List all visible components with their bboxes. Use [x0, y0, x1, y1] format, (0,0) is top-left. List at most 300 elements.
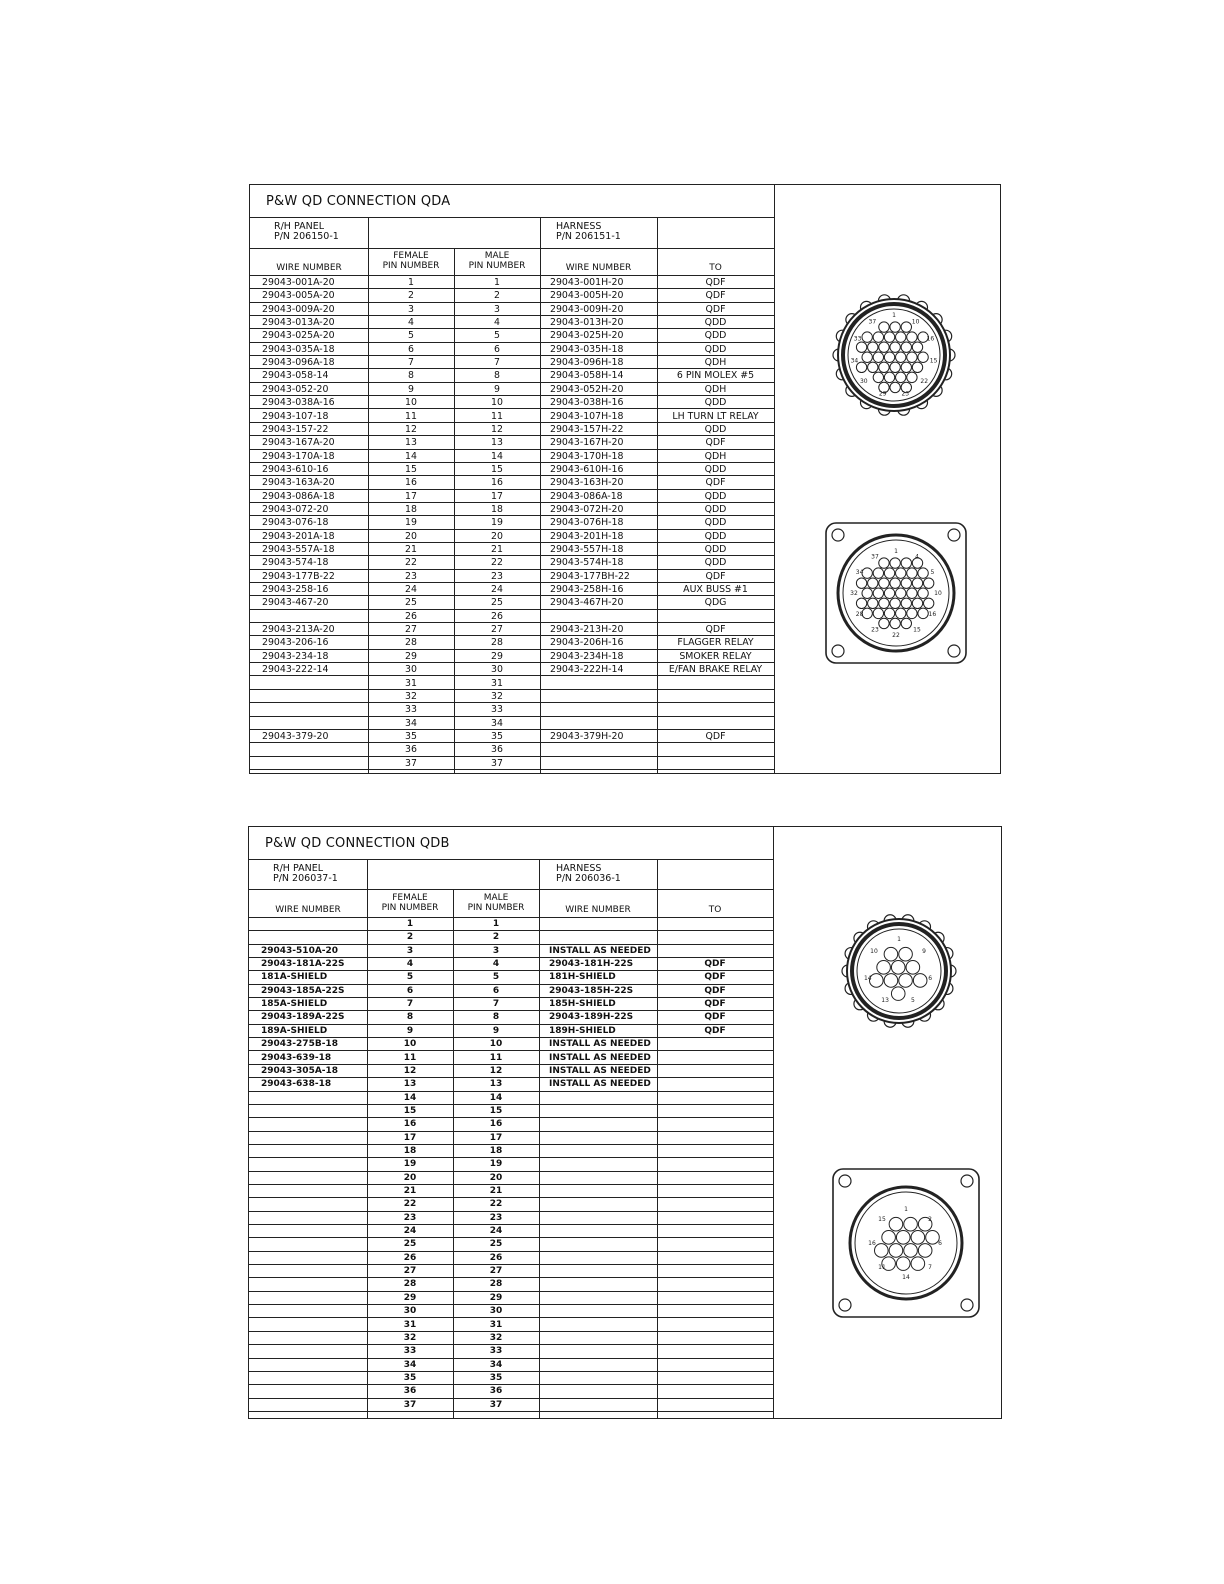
table-row [250, 610, 774, 623]
table-row [249, 1372, 773, 1385]
table-row [250, 343, 774, 356]
harness-wire-number: 29043-107H-18 [550, 410, 624, 422]
panel-wire-number: 29043-234-18 [262, 650, 329, 662]
table-row [249, 971, 773, 984]
to-destination: QDF [705, 570, 726, 582]
qda-connection-sheet [249, 184, 1001, 774]
male-pin: 26 [491, 610, 503, 622]
table-row [249, 1078, 773, 1091]
male-pin: 19 [489, 1159, 503, 1170]
table-row [249, 985, 773, 998]
to-destination [657, 690, 774, 703]
to-destination [657, 1252, 773, 1265]
harness-wire-number: 29043-467H-20 [550, 597, 624, 609]
female-pin: 27 [405, 624, 417, 636]
to-destination [657, 1305, 773, 1318]
harness-wire-number: 29043-009H-20 [550, 303, 624, 315]
qdb-col-wire: WIRE NUMBER [275, 905, 341, 915]
table-row [249, 1252, 773, 1265]
female-pin: 12 [403, 1065, 417, 1076]
to-destination [657, 1052, 773, 1065]
panel-wire-number: 29043-574-18 [262, 557, 329, 569]
harness-wire-number [549, 1198, 657, 1211]
svg-text:10: 10 [911, 318, 920, 326]
to-destination: FLAGGER RELAY [677, 637, 754, 649]
to-destination: QDD [704, 530, 727, 542]
qda-table [250, 185, 775, 773]
harness-wire-number [550, 610, 657, 623]
table-row [250, 583, 774, 596]
harness-wire-number [549, 1252, 657, 1265]
harness-wire-number: 29043-013H-20 [550, 317, 624, 329]
to-destination: QDF [705, 437, 726, 449]
table-row [250, 757, 774, 770]
harness-wire-number [550, 690, 657, 703]
qda-title: P&W QD CONNECTION QDA [266, 194, 451, 209]
svg-text:15: 15 [913, 626, 921, 634]
male-pin: 11 [491, 410, 503, 422]
svg-text:1: 1 [897, 936, 901, 943]
male-pin: 16 [491, 477, 503, 489]
harness-wire-number: 29043-234H-18 [550, 650, 624, 662]
to-destination: QDD [704, 330, 727, 342]
to-destination [657, 717, 774, 730]
table-row [250, 329, 774, 342]
qdb-col-harness-wire: WIRE NUMBER [565, 905, 631, 915]
female-pin: 33 [405, 704, 417, 716]
male-pin: 4 [494, 317, 500, 329]
to-destination: QDF [705, 624, 726, 636]
male-pin: 23 [489, 1212, 503, 1223]
female-pin: 2 [408, 290, 414, 302]
harness-wire-number [549, 918, 657, 931]
to-destination: QDF [705, 730, 726, 742]
male-pin: 22 [489, 1199, 503, 1210]
female-pin: 7 [408, 357, 414, 369]
to-destination [657, 1065, 773, 1078]
female-pin: 34 [405, 717, 417, 729]
male-pin: 30 [489, 1306, 503, 1317]
panel-wire-number [262, 690, 366, 703]
female-pin: 27 [403, 1266, 417, 1277]
to-destination: QDD [704, 490, 727, 502]
to-destination [657, 1238, 773, 1251]
to-destination [657, 1158, 773, 1171]
harness-wire-number: 29043-163H-20 [550, 477, 624, 489]
to-destination: QDH [704, 383, 727, 395]
to-destination [657, 1198, 773, 1211]
harness-wire-number: 29043-005H-20 [550, 290, 624, 302]
to-destination [657, 677, 774, 690]
female-pin: 18 [403, 1145, 417, 1156]
to-destination [657, 1399, 773, 1412]
to-destination: QDH [704, 357, 727, 369]
harness-wire-number: 29043-379H-20 [550, 730, 624, 742]
female-pin: 23 [403, 1212, 417, 1223]
harness-wire-number: INSTALL AS NEEDED [549, 1079, 651, 1090]
female-pin: 16 [405, 477, 417, 489]
qda-col-female: FEMALE PIN NUMBER [382, 251, 440, 271]
table-row [249, 1172, 773, 1185]
table-row [250, 596, 774, 609]
table-row [249, 1278, 773, 1291]
to-destination [657, 1332, 773, 1345]
qda-col-to: TO [709, 263, 722, 273]
to-destination: QDF [704, 985, 726, 996]
female-pin: 2 [406, 932, 414, 943]
female-pin: 15 [403, 1105, 417, 1116]
panel-wire-number: 29043-185A-22S [261, 985, 345, 996]
table-row [250, 383, 774, 396]
panel-wire-number [261, 1278, 365, 1291]
male-pin: 23 [491, 570, 503, 582]
table-row [249, 1025, 773, 1038]
panel-wire-number [262, 717, 366, 730]
panel-wire-number: 29043-639-18 [261, 1052, 332, 1063]
harness-wire-number [550, 757, 657, 770]
to-destination: QDD [704, 503, 727, 515]
harness-wire-number [549, 1332, 657, 1345]
male-pin: 37 [491, 757, 503, 769]
female-pin: 23 [405, 570, 417, 582]
table-row [250, 423, 774, 436]
male-pin: 32 [489, 1332, 503, 1343]
qda-panel-header: R/H PANEL P/N 206150-1 [274, 221, 339, 242]
female-pin: 24 [405, 584, 417, 596]
female-pin: 9 [406, 1025, 414, 1036]
table-row [249, 1185, 773, 1198]
harness-wire-number [549, 1158, 657, 1171]
table-row [249, 1198, 773, 1211]
panel-wire-number: 29043-610-16 [262, 463, 329, 475]
harness-wire-number [549, 1305, 657, 1318]
table-row [250, 303, 774, 316]
panel-wire-number [262, 610, 366, 623]
to-destination [657, 918, 773, 931]
male-pin: 7 [492, 999, 500, 1010]
female-pin: 25 [403, 1239, 417, 1250]
male-pin: 12 [491, 423, 503, 435]
panel-wire-number: 29043-177B-22 [262, 570, 335, 582]
male-pin: 33 [489, 1346, 503, 1357]
table-row [250, 503, 774, 516]
male-pin: 34 [491, 717, 503, 729]
panel-wire-number: 29043-510A-20 [261, 945, 339, 956]
female-pin: 37 [405, 757, 417, 769]
svg-text:2: 2 [928, 1215, 932, 1223]
qdb-harness-header: HARNESS P/N 206036-1 [556, 863, 621, 884]
panel-wire-number: 29043-096A-18 [262, 357, 335, 369]
harness-wire-number: 189H-SHIELD [549, 1025, 616, 1036]
harness-wire-number: 29043-001H-20 [550, 277, 624, 288]
harness-wire-number [549, 1145, 657, 1158]
male-pin: 27 [489, 1266, 503, 1277]
table-row [249, 945, 773, 958]
harness-wire-number [549, 1399, 657, 1412]
svg-text:37: 37 [868, 318, 877, 326]
panel-wire-number: 29043-258-16 [262, 584, 329, 596]
panel-wire-number: 29043-058-14 [262, 370, 329, 382]
harness-wire-number: 29043-157H-22 [550, 423, 624, 435]
female-pin: 28 [403, 1279, 417, 1290]
male-pin: 3 [492, 945, 500, 956]
male-pin: 9 [492, 1025, 500, 1036]
harness-wire-number [549, 1172, 657, 1185]
panel-wire-number [261, 1265, 365, 1278]
to-destination [657, 931, 773, 944]
table-row [250, 570, 774, 583]
svg-text:14: 14 [863, 975, 872, 983]
qdb-square-connector-icon [831, 1167, 983, 1321]
qda-col-wire: WIRE NUMBER [276, 263, 342, 273]
qda-round-connector-icon [824, 289, 974, 429]
panel-wire-number [261, 918, 365, 931]
female-pin: 34 [403, 1359, 417, 1370]
table-row [250, 663, 774, 676]
harness-wire-number [550, 743, 657, 756]
table-row [249, 918, 773, 931]
male-pin: 36 [491, 744, 503, 756]
male-pin: 21 [491, 544, 503, 555]
harness-wire-number: INSTALL AS NEEDED [549, 1039, 651, 1050]
svg-text:23: 23 [871, 626, 879, 634]
male-pin: 18 [491, 503, 503, 515]
male-pin: 30 [491, 664, 503, 676]
panel-wire-number [261, 1105, 365, 1118]
male-pin: 3 [494, 303, 500, 315]
female-pin: 6 [406, 985, 414, 996]
svg-text:33: 33 [853, 335, 862, 343]
female-pin: 13 [403, 1079, 417, 1090]
table-row [249, 1092, 773, 1105]
table-row [250, 677, 774, 690]
table-row [249, 1011, 773, 1024]
harness-wire-number: 29043-206H-16 [550, 637, 624, 649]
panel-wire-number: 29043-035A-18 [262, 343, 335, 355]
svg-text:10: 10 [870, 948, 878, 956]
female-pin: 13 [405, 437, 417, 449]
harness-wire-number: 29043-096H-18 [550, 357, 624, 369]
male-pin: 31 [491, 677, 503, 689]
svg-text:5: 5 [930, 569, 935, 576]
male-pin: 22 [491, 557, 503, 569]
male-pin: 31 [489, 1319, 503, 1330]
svg-text:13: 13 [881, 996, 889, 1004]
qda-harness-header: HARNESS P/N 206151-1 [556, 221, 621, 242]
harness-wire-number: 29043-222H-14 [550, 664, 624, 676]
to-destination: QDF [704, 959, 726, 970]
panel-wire-number: 29043-052-20 [262, 383, 329, 395]
male-pin: 10 [491, 397, 503, 409]
svg-text:6: 6 [938, 1240, 942, 1247]
harness-wire-number: 29043-258H-16 [550, 584, 624, 596]
table-row [250, 717, 774, 730]
panel-wire-number: 29043-557A-18 [262, 544, 335, 555]
svg-text:9: 9 [922, 948, 926, 956]
panel-wire-number: 181A-SHIELD [261, 972, 328, 983]
table-row [250, 650, 774, 663]
female-pin: 19 [405, 517, 417, 529]
harness-wire-number [549, 1212, 657, 1225]
female-pin: 35 [403, 1372, 417, 1383]
panel-wire-number: 29043-086A-18 [262, 490, 335, 502]
panel-wire-number [261, 1145, 365, 1158]
female-pin: 26 [405, 610, 417, 622]
harness-wire-number [549, 1319, 657, 1332]
to-destination: QDF [705, 290, 726, 302]
male-pin: 21 [489, 1186, 503, 1196]
svg-text:14: 14 [902, 1274, 910, 1281]
panel-wire-number [261, 1292, 365, 1305]
male-pin: 8 [492, 1012, 500, 1023]
panel-wire-number: 29043-181A-22S [261, 959, 345, 970]
to-destination [657, 1292, 773, 1305]
svg-text:16: 16 [868, 1240, 876, 1247]
to-destination [657, 1319, 773, 1332]
svg-text:34: 34 [850, 357, 859, 365]
to-destination: QDF [704, 1025, 726, 1036]
male-pin: 29 [491, 650, 503, 662]
qdb-col-female: FEMALE PIN NUMBER [381, 893, 439, 913]
harness-wire-number: 29043-025H-20 [550, 330, 624, 342]
panel-wire-number [262, 743, 366, 756]
table-row [250, 516, 774, 529]
to-destination: QDF [705, 477, 726, 489]
harness-wire-number [549, 1225, 657, 1238]
harness-wire-number [549, 1132, 657, 1145]
female-pin: 18 [405, 503, 417, 515]
harness-wire-number [549, 1385, 657, 1398]
harness-wire-number: 29043-189H-22S [549, 1012, 634, 1023]
female-pin: 11 [403, 1052, 417, 1063]
to-destination [657, 1278, 773, 1291]
harness-wire-number [549, 1292, 657, 1305]
male-pin: 8 [494, 370, 500, 382]
qdb-col-male: MALE PIN NUMBER [467, 893, 525, 913]
table-row [249, 1319, 773, 1332]
harness-wire-number: 29043-038H-16 [550, 397, 624, 409]
table-row [250, 410, 774, 423]
harness-wire-number [549, 1185, 657, 1198]
svg-text:37: 37 [871, 553, 879, 561]
panel-wire-number: 29043-206-16 [262, 637, 329, 649]
male-pin: 28 [489, 1279, 503, 1290]
male-pin: 9 [494, 383, 500, 395]
qdb-table [249, 827, 774, 1418]
to-destination [657, 1385, 773, 1398]
female-pin: 4 [406, 959, 414, 970]
panel-wire-number [261, 1225, 365, 1238]
panel-wire-number: 29043-213A-20 [262, 624, 335, 636]
panel-wire-number [261, 1372, 365, 1385]
female-pin: 30 [403, 1306, 417, 1317]
svg-text:5: 5 [910, 996, 915, 1004]
panel-wire-number [261, 1359, 365, 1372]
harness-wire-number: 29043-201H-18 [550, 530, 624, 542]
table-row [250, 556, 774, 569]
female-pin: 31 [403, 1319, 417, 1330]
table-row [250, 396, 774, 409]
female-pin: 11 [405, 410, 417, 422]
male-pin: 2 [494, 290, 500, 302]
panel-wire-number: 29043-072-20 [262, 503, 329, 515]
table-row [249, 1385, 773, 1398]
female-pin: 33 [403, 1346, 417, 1357]
svg-text:1: 1 [894, 548, 898, 555]
panel-wire-number: 185A-SHIELD [261, 999, 328, 1010]
male-pin: 24 [489, 1226, 503, 1237]
to-destination [657, 1092, 773, 1105]
qdb-panel-header: R/H PANEL P/N 206037-1 [273, 863, 338, 884]
table-row [250, 623, 774, 636]
harness-wire-number: 29043-072H-20 [550, 503, 624, 515]
male-pin: 37 [489, 1399, 503, 1410]
female-pin: 7 [406, 999, 414, 1010]
female-pin: 9 [408, 383, 414, 395]
panel-wire-number [261, 1185, 365, 1198]
female-pin: 24 [403, 1226, 417, 1237]
female-pin: 6 [408, 343, 414, 355]
svg-text:7: 7 [928, 1264, 932, 1272]
table-row [250, 490, 774, 503]
table-row [249, 931, 773, 944]
to-destination: 6 PIN MOLEX #5 [676, 370, 755, 382]
harness-wire-number: INSTALL AS NEEDED [549, 1065, 651, 1076]
table-row [250, 703, 774, 716]
harness-wire-number: 29043-076H-18 [550, 517, 624, 529]
qda-col-harness-wire: WIRE NUMBER [565, 263, 632, 273]
male-pin: 34 [489, 1359, 503, 1370]
to-destination: QDD [704, 517, 727, 529]
to-destination [657, 1372, 773, 1385]
female-pin: 16 [403, 1119, 417, 1130]
female-pin: 35 [405, 730, 417, 742]
panel-wire-number: 29043-275B-18 [261, 1039, 338, 1050]
to-destination: QDD [704, 397, 727, 409]
male-pin: 1 [494, 277, 500, 288]
to-destination: QDH [704, 450, 727, 462]
female-pin: 29 [405, 650, 417, 662]
female-pin: 21 [405, 544, 417, 555]
panel-wire-number: 29043-001A-20 [262, 277, 335, 288]
panel-wire-number [261, 1305, 365, 1318]
panel-wire-number [261, 1319, 365, 1332]
panel-wire-number: 29043-163A-20 [262, 477, 335, 489]
panel-wire-number [261, 1252, 365, 1265]
table-row [249, 1292, 773, 1305]
panel-wire-number [261, 1238, 365, 1251]
harness-wire-number [549, 1238, 657, 1251]
to-destination: E/FAN BRAKE RELAY [668, 664, 763, 676]
female-pin: 10 [405, 397, 417, 409]
female-pin: 32 [405, 690, 417, 702]
to-destination: QDD [704, 463, 727, 475]
panel-wire-number: 29043-201A-18 [262, 530, 335, 542]
male-pin: 13 [491, 437, 503, 449]
male-pin: 28 [491, 637, 503, 649]
female-pin: 3 [408, 303, 414, 315]
table-row [249, 1065, 773, 1078]
harness-wire-number [549, 931, 657, 944]
to-destination [657, 610, 774, 623]
panel-wire-number: 29043-107-18 [262, 410, 329, 422]
harness-wire-number [549, 1359, 657, 1372]
table-row [250, 316, 774, 329]
svg-text:10: 10 [934, 590, 942, 597]
to-destination: QDD [704, 544, 727, 555]
male-pin: 27 [491, 624, 503, 636]
to-destination [657, 1185, 773, 1198]
